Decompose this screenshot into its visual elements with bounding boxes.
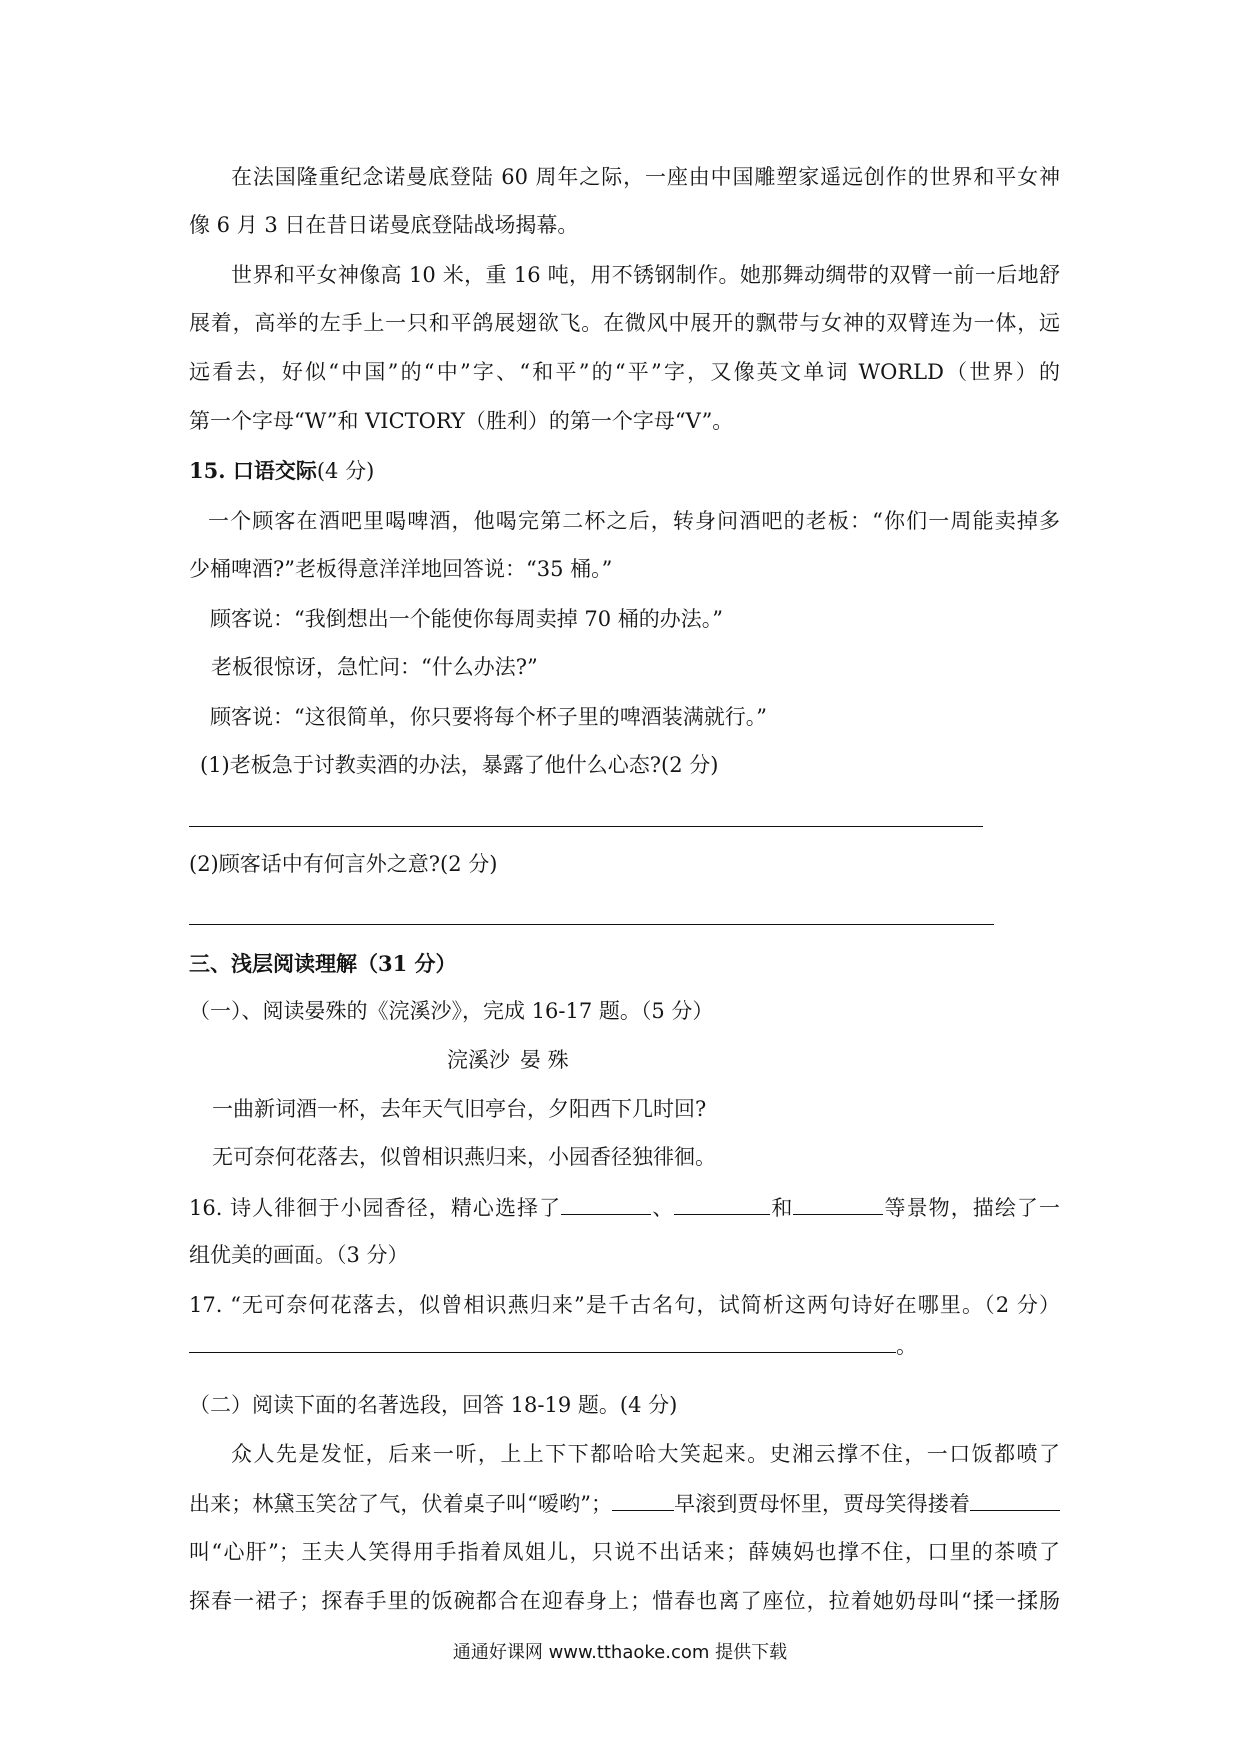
q15-dialogue-line4: 老板很惊讶，急忙问：“什么办法?”	[211, 655, 538, 679]
q15-dialogue-line1: 一个顾客在酒吧里喝啤酒，他喝完第二杯之后，转身问酒吧的老板：“你们一周能卖掉多	[208, 509, 1060, 533]
section3-heading: 三、浅层阅读理解（31 分）	[189, 951, 457, 976]
q15-dialogue-line5: 顾客说：“这很简单，你只要将每个杯子里的啤酒装满就行。”	[210, 705, 767, 729]
excerpt-line2	[189, 1488, 1060, 1518]
q15-title: 15. 口语交际	[189, 458, 317, 483]
q16-line1	[189, 1192, 1060, 1222]
q17-answer-end: 。	[896, 1334, 917, 1358]
page-footer: 通通好课网 www.tthaoke.com 提供下载	[452, 1642, 788, 1663]
q15-dialogue-line2: 少桶啤酒?”老板得意洋洋地回答说：“35 桶。”	[189, 557, 613, 581]
excerpt-line3: 叫“心肝”；王夫人笑得用手指着凤姐儿，只说不出话来；薛姨妈也撑不住，口里的茶喷了	[189, 1540, 1060, 1564]
excerpt-line1: 众人先是发怔，后来一听，上上下下都哈哈大笑起来。史湘云撑不住，一口饭都喷了	[231, 1442, 1060, 1466]
q17-answer-line	[189, 1330, 896, 1353]
part2-heading: （二）阅读下面的名著选段，回答 18-19 题。(4 分)	[189, 1393, 678, 1417]
q17-question: 17. “无可奈何花落去，似曾相识燕归来”是千古名句，试简析这两句诗好在哪里。（2 分）	[189, 1293, 1060, 1317]
answer-blank	[612, 1488, 674, 1511]
answer-blank	[561, 1192, 651, 1215]
part1-heading: （一）、阅读晏殊的《浣溪沙》，完成 16-17 题。（5 分）	[189, 999, 714, 1023]
answer-blank	[793, 1192, 883, 1215]
answer-blank	[970, 1488, 1060, 1511]
poem-title: 浣溪沙	[447, 1048, 510, 1072]
poem-line-1: 一曲新词酒一杯，去年天气旧亭台，夕阳西下几时回?	[212, 1097, 707, 1121]
passage-p2-line2: 展着，高举的左手上一只和平鸽展翅欲飞。在微风中展开的飘带与女神的双臂连为一体，远	[189, 311, 1060, 335]
q16-text-c: 和	[770, 1196, 794, 1220]
passage-p2-line1: 世界和平女神像高 10 米，重 16 吨，用不锈钢制作。她那舞动绸带的双臂一前一后地舒	[231, 263, 1060, 287]
poem-author: 晏 殊	[520, 1048, 569, 1072]
q16-text-a: 16. 诗人徘徊于小园香径，精心选择了	[189, 1196, 562, 1220]
passage-p1-line2: 像 6 月 3 日在昔日诺曼底登陆战场揭幕。	[189, 213, 579, 237]
excerpt-line2-text-a: 出来；林黛玉笑岔了气，伏着桌子叫“嗳哟”；	[189, 1492, 612, 1516]
passage-p2-line4: 第一个字母“W”和 VICTORY（胜利）的第一个字母“V”。	[189, 409, 734, 433]
passage-p1-line1: 在法国隆重纪念诺曼底登陆 60 周年之际，一座由中国雕塑家遥远创作的世界和平女神	[231, 165, 1060, 189]
q15-heading	[189, 456, 374, 486]
q15-answer-line-1	[189, 826, 983, 827]
q16-text-b: 、	[651, 1196, 675, 1220]
q15-sub1: (1)老板急于讨教卖酒的办法，暴露了他什么心态?(2 分)	[200, 753, 719, 777]
q15-points: (4 分)	[316, 459, 375, 483]
q15-sub2: (2)顾客话中有何言外之意?(2 分)	[189, 852, 498, 876]
poem-heading	[447, 1045, 569, 1075]
answer-blank	[674, 1192, 770, 1215]
excerpt-line4: 探春一裙子；探春手里的饭碗都合在迎春身上；惜春也离了座位，拉着她奶母叫“揉一揉肠	[189, 1589, 1060, 1613]
q17-answer-row	[189, 1330, 917, 1360]
passage-p2-line3: 远看去，好似“中国”的“中”字、“和平”的“平”字，又像英文单词 WORLD（世界）的	[189, 360, 1060, 384]
poem-line-2: 无可奈何花落去，似曾相识燕归来，小园香径独徘徊。	[212, 1145, 716, 1169]
q15-answer-line-2	[189, 924, 994, 925]
q15-dialogue-line3: 顾客说：“我倒想出一个能使你每周卖掉 70 桶的办法。”	[210, 607, 724, 631]
excerpt-line2-text-b: 早滚到贾母怀里，贾母笑得搂着	[674, 1492, 970, 1516]
q16-text-d: 等景物，描绘了一	[883, 1196, 1060, 1220]
q16-line2: 组优美的画面。（3 分）	[189, 1243, 409, 1267]
